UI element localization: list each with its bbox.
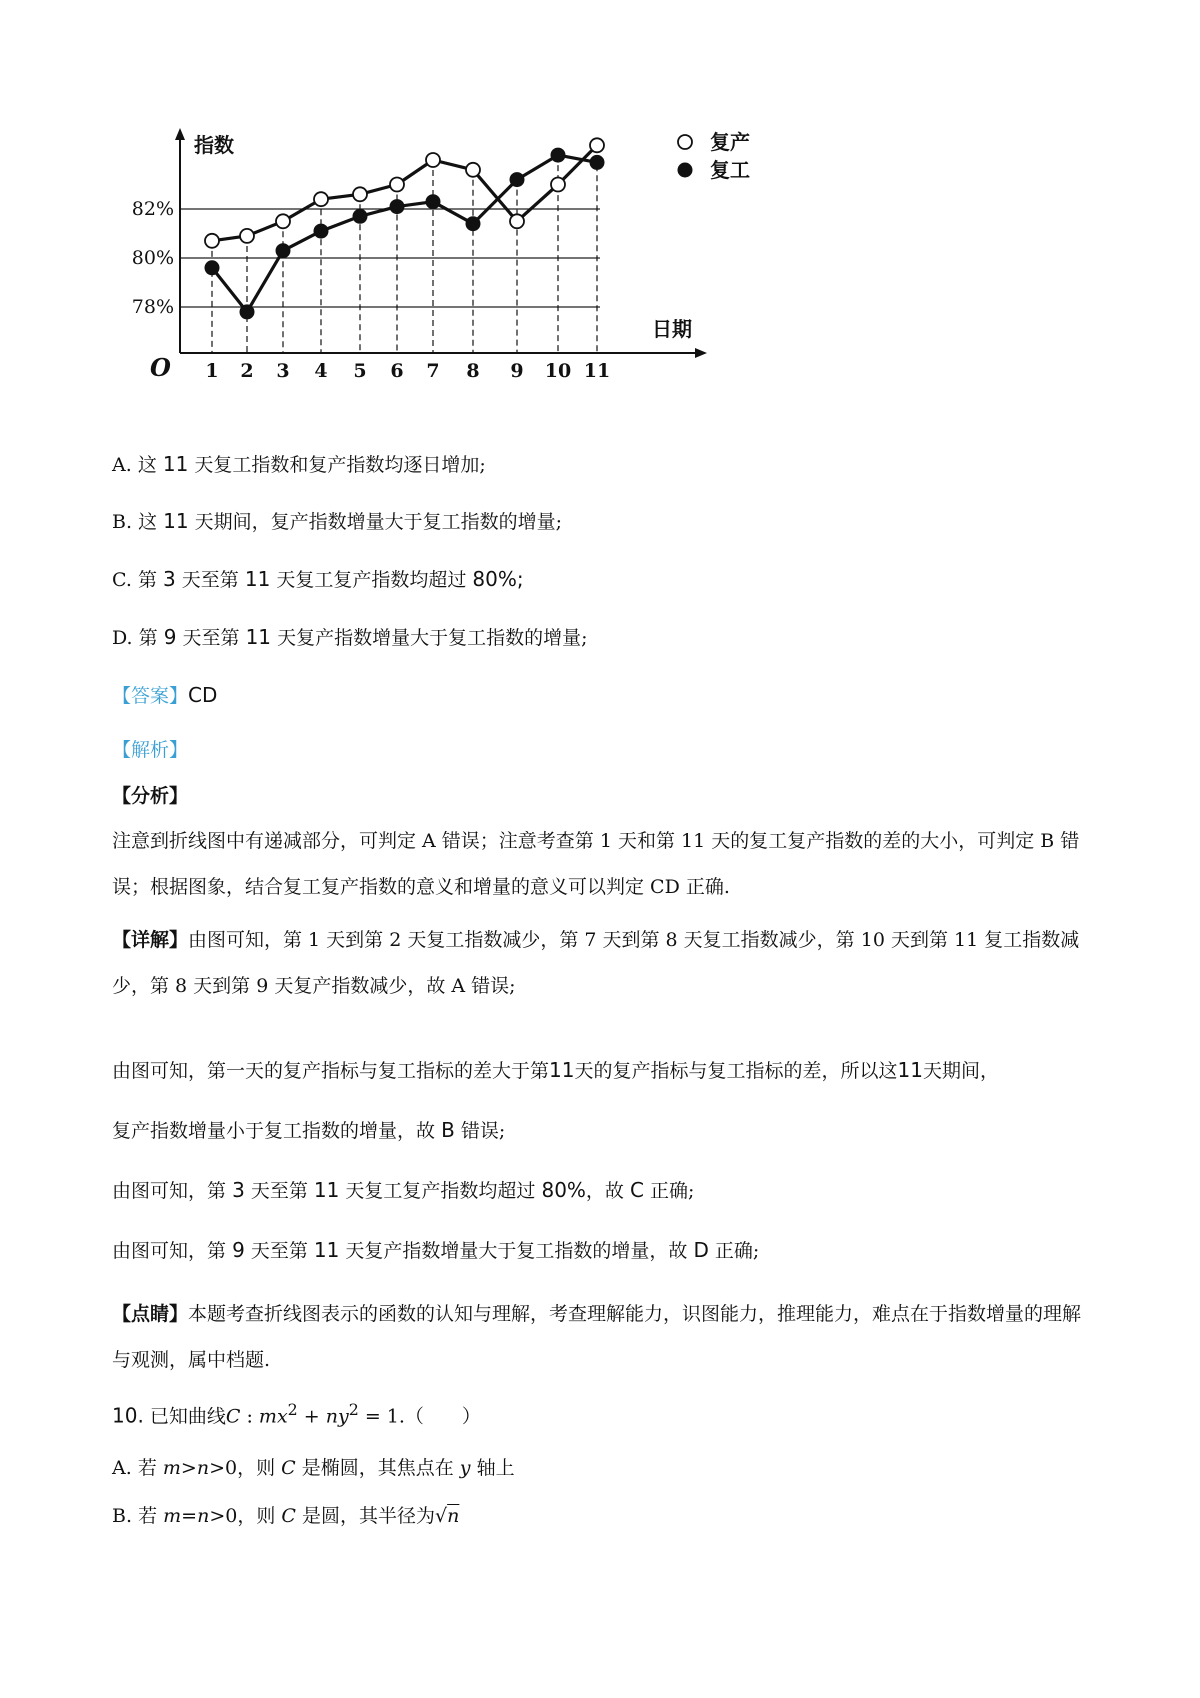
x-tick-label-11: 11 (583, 360, 611, 382)
fenxi-body: 注意到折线图中有递减部分，可判定 A 错误；注意考查第 1 天和第 11 天的复工复产指数的差的大小，可判定 B 错误；根据图象，结合复工复产指数的意义和增量的意义可以判定 CD 正确. (112, 830, 1080, 898)
line-chart (130, 128, 850, 388)
legend-marker-open (678, 135, 692, 149)
analysis-tag: 【解析】 (112, 739, 189, 761)
x-tick-label-1: 1 (205, 360, 219, 382)
dianjing-para (112, 1291, 1092, 1383)
x-tick-label-9: 9 (510, 360, 524, 382)
answer-line (112, 683, 217, 708)
fugong-point-11 (590, 155, 605, 170)
series-lines (212, 145, 597, 312)
fugong-point-10 (551, 148, 566, 163)
x-axis-arrow (695, 348, 707, 358)
fugong-point-5 (353, 209, 368, 224)
q10-option-a: A. 若 m>n>0，则 C 是椭圆，其焦点在 y 轴上 (112, 1457, 515, 1479)
option-b: B. 这 11 天期间，复产指数增量大于复工指数的增量; (112, 509, 563, 533)
fuchan-point-8 (466, 163, 480, 177)
q10-option-b: B. 若 m=n>0，则 C 是圆，其半径为√n (112, 1505, 460, 1527)
fugong-point-3 (276, 243, 291, 258)
x-tick-label-8: 8 (466, 360, 480, 382)
dianjing-body: 本题考查折线图表示的函数的认知与理解，考查理解能力，识图能力，推理能力，难点在于指数增量的理解与观测，属中档题. (112, 1303, 1082, 1371)
line-b2: 复产指数增量小于复工指数的增量，故 B 错误; (112, 1118, 506, 1142)
fuchan-point-9 (510, 214, 524, 228)
option-c: C. 第 3 天至第 11 天复工复产指数均超过 80%; (112, 567, 524, 591)
fenxi-tag: 【分析】 (112, 785, 189, 807)
x-tick-label-2: 2 (240, 360, 254, 382)
xiangjie-body: 由图可知，第 1 天到第 2 天复工指数减少，第 7 天到第 8 天复工指数减少，第 10 天到第 11 复工指数减少，第 8 天到第 9 天复产指数减少，故 A 错误; (112, 929, 1080, 997)
fuchan-point-4 (314, 192, 328, 206)
y-tick-labels (132, 198, 174, 318)
legend-label-fuchan: 复产 (710, 130, 750, 154)
fugong-point-9 (510, 172, 525, 187)
y-axis-title: 指数 (194, 133, 234, 157)
fuchan-point-10 (551, 178, 565, 192)
fuchan-point-7 (426, 153, 440, 167)
fugong-point-7 (426, 194, 441, 209)
fuchan-point-6 (390, 178, 404, 192)
legend-marker-filled (678, 163, 693, 178)
x-tick-label-6: 6 (390, 360, 404, 382)
answer-tag: 【答案】 (112, 685, 189, 707)
drop-lines (212, 145, 597, 353)
fuchan-point-2 (240, 229, 254, 243)
dianjing-tag: 【点睛】 (112, 1303, 189, 1325)
fugong-point-2 (240, 304, 255, 319)
q10-stem: 10. 已知曲线C : $mx^2 + ny^2 = 1$.（ ） (112, 1400, 481, 1428)
y-tick-label-78: 78% (131, 296, 174, 318)
fugong-point-1 (205, 260, 220, 275)
x-axis-title: 日期 (652, 317, 692, 341)
x-tick-label-4: 4 (314, 360, 328, 382)
series-line-fuchan (212, 145, 597, 241)
fugong-point-4 (314, 224, 329, 239)
option-a: A. 这 11 天复工指数和复产指数均逐日增加; (112, 452, 486, 476)
legend-label-fugong: 复工 (710, 158, 750, 182)
fugong-point-6 (390, 199, 405, 214)
fuchan-point-5 (353, 187, 367, 201)
x-tick-label-3: 3 (276, 360, 290, 382)
option-d: D. 第 9 天至第 11 天复产指数增量大于复工指数的增量; (112, 625, 588, 649)
fuchan-point-1 (205, 234, 219, 248)
xiangjie-tag: 【详解】 (112, 929, 189, 951)
y-tick-label-80: 80% (131, 247, 174, 269)
x-tick-label-5: 5 (353, 360, 367, 382)
q10-number: 10. (112, 1403, 144, 1428)
origin-label: O (150, 353, 171, 382)
x-tick-label-10: 10 (544, 360, 572, 382)
legend (678, 130, 751, 182)
y-axis-arrow (175, 128, 185, 140)
xiangjie-para (112, 917, 1092, 1009)
line-d: 由图可知，第 9 天至第 11 天复产指数增量大于复工指数的增量，故 D 正确; (112, 1238, 760, 1262)
y-tick-label-82: 82% (131, 198, 174, 220)
x-tick-labels (205, 360, 610, 382)
x-tick-label-7: 7 (426, 360, 440, 382)
answer-value: CD (188, 683, 218, 707)
fuchan-point-11 (590, 138, 604, 152)
chart-grid (180, 209, 600, 307)
line-b1: 由图可知，第一天的复产指标与复工指标的差大于第11天的复产指标与复工指标的差，所以这11天期间， (112, 1058, 999, 1082)
fugong-point-8 (466, 216, 481, 231)
line-c: 由图可知，第 3 天至第 11 天复工复产指数均超过 80%，故 C 正确; (112, 1178, 695, 1202)
fuchan-point-3 (276, 214, 290, 228)
